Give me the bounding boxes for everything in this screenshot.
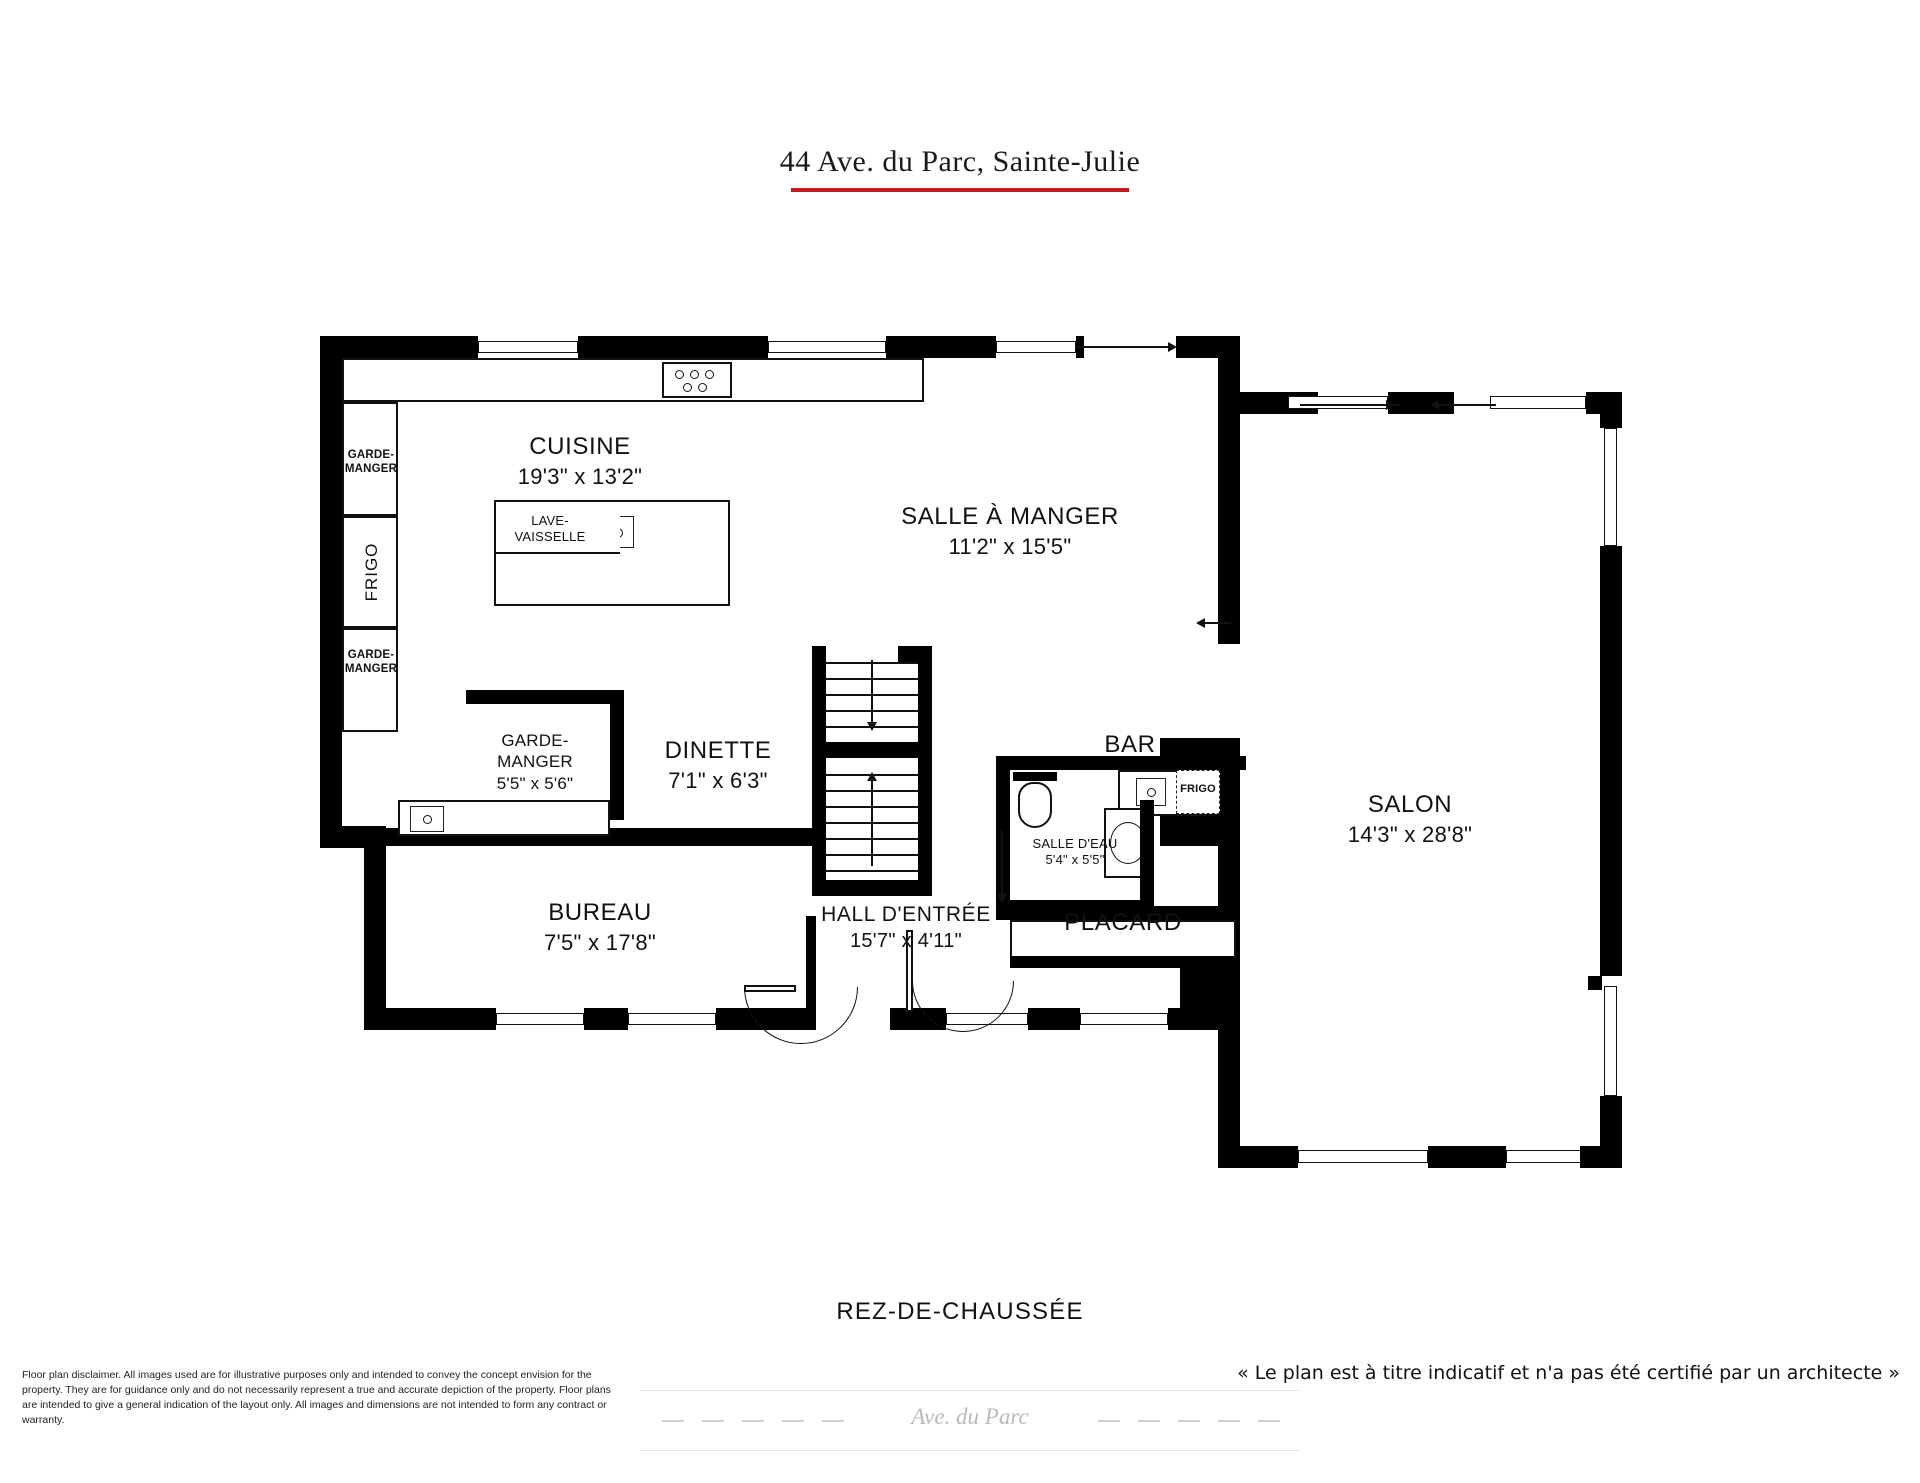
stair-direction-down-arrow	[867, 722, 877, 731]
window-bottom-4	[1080, 1013, 1168, 1025]
wall-bottom-2	[584, 1008, 628, 1030]
wall-salon-bottom-2	[1428, 1146, 1506, 1168]
garde-manger-bottom-unit	[342, 628, 398, 732]
label-dims: 5'5" x 5'6"	[496, 773, 574, 793]
label-line-2: VAISSELLE	[514, 529, 586, 545]
toilet-bowl	[1018, 782, 1052, 828]
label-line-2: MANGER	[344, 463, 398, 476]
window-dining-jog	[1288, 396, 1388, 409]
pantry-sink-drain	[423, 815, 432, 824]
page-title: 44 Ave. du Parc, Sainte-Julie	[779, 145, 1141, 178]
room-name: SALLE À MANGER	[901, 503, 1119, 530]
wall-bottom-5	[1028, 1008, 1080, 1030]
stove-burner-1	[675, 370, 684, 379]
wall-left-lower	[364, 826, 386, 1030]
floor-caption: REZ-DE-CHAUSSÉE	[836, 1298, 1084, 1325]
room-label-salle-a-manger	[800, 502, 1220, 561]
room-dims: 7'1" x 6'3"	[668, 767, 768, 793]
opening-arrow-head-1	[1168, 342, 1177, 352]
opening-arrow-line-1	[1076, 346, 1174, 348]
room-name: DINETTE	[664, 737, 772, 764]
wall-left-exterior	[320, 336, 342, 848]
label-line-1: LAVE-	[531, 513, 569, 528]
label-dims: 5'4" x 5'5"	[1045, 852, 1105, 868]
wall-dining-jog-2	[1388, 392, 1454, 414]
street-rule-top	[640, 1390, 1300, 1391]
window-salon-bottom-1	[1298, 1150, 1428, 1163]
room-label-hall-entree	[766, 902, 1046, 954]
room-label-placard	[1020, 908, 1226, 939]
wall-salon-right-1	[1600, 392, 1622, 428]
label-line-1: SALLE D'EAU	[1032, 836, 1118, 851]
stair-bottom-wall	[812, 880, 932, 896]
room-name: BAR	[1104, 731, 1156, 758]
wall-salon-right-notch	[1588, 976, 1602, 990]
room-dims: 14'3" x 28'8"	[1347, 821, 1473, 847]
window-salon-top	[1490, 396, 1586, 409]
window-top-2	[768, 341, 886, 353]
window-bottom-2	[628, 1013, 716, 1025]
wall-hall-right-lower	[1218, 966, 1240, 1018]
window-top-3	[996, 341, 1076, 353]
disclaimer-text: Floor plan disclaimer. All images used are for illustrative purposes only and intended to convey the concept envision for the property. They are for guidance only and do not necessarily represent a true and accurate depiction of the property. Floor plans are intended to give a general indication of the layout only. All images and dimensions are not intended to form any contract or warranty.	[22, 1369, 611, 1426]
room-dims: 11'2" x 15'5"	[948, 533, 1072, 559]
wall-salon-left-upper	[1218, 414, 1240, 644]
kitchen-counter-top	[342, 358, 924, 402]
stove-burner-2	[690, 370, 699, 379]
label-frigo: FRIGO	[362, 542, 381, 602]
label-line-1: GARDE-	[501, 731, 569, 750]
room-label-salon	[1240, 790, 1580, 849]
stair-direction-up-line	[871, 780, 873, 866]
window-bottom-1	[496, 1013, 584, 1025]
label-line-1: GARDE-	[347, 449, 395, 461]
label-garde-manger-island	[455, 730, 615, 794]
wall-salon-bottom-3	[1580, 1146, 1622, 1168]
label-line-2: MANGER	[497, 752, 573, 772]
label-lave-vaisselle	[500, 513, 600, 546]
wall-top-2	[578, 336, 768, 358]
window-salon-right-1	[1604, 428, 1617, 546]
room-name: BUREAU	[548, 899, 652, 926]
label-salle-eau	[1000, 836, 1150, 869]
room-name: SALON	[1367, 791, 1453, 818]
window-top-1	[478, 341, 578, 353]
room-label-bureau	[450, 898, 750, 957]
street-rule-bottom	[640, 1450, 1300, 1451]
opening-arrow-line-2	[1300, 404, 1400, 406]
opening-arrow-head-2a	[1386, 400, 1395, 410]
label-line-1: GARDE-	[347, 649, 395, 661]
stair-landing-top	[898, 646, 932, 662]
opening-arrow-line-3	[1205, 622, 1231, 624]
label-garde-manger-bottom	[342, 648, 400, 677]
stove	[662, 362, 732, 398]
label-line-2: MANGER	[344, 663, 398, 676]
label-frigo-bar: FRIGO	[1180, 783, 1216, 795]
stair-direction-up-arrow	[867, 772, 877, 781]
room-dims: 7'5" x 17'8"	[543, 929, 657, 955]
room-label-dinette	[608, 736, 828, 795]
wall-top-3	[886, 336, 996, 358]
opening-arrow-head-3	[1196, 618, 1205, 628]
wall-bottom-1	[364, 1008, 496, 1030]
stair-midwall	[812, 742, 932, 758]
wall-salon-right-2	[1600, 546, 1622, 976]
room-dims: 19'3" x 13'2"	[517, 463, 643, 489]
wall-top-left	[320, 336, 478, 358]
stove-burner-3	[705, 370, 714, 379]
stair-direction-down-line	[871, 660, 873, 724]
room-dims: 15'7" x 4'11"	[849, 929, 963, 952]
room-name: PLACARD	[1064, 909, 1182, 936]
room-name: CUISINE	[529, 433, 631, 460]
room-name: HALL D'ENTRÉE	[821, 903, 991, 926]
stair-wall-right	[918, 646, 932, 896]
stair-step	[826, 870, 918, 872]
window-salon-right-2	[1604, 986, 1617, 1096]
architect-note: « Le plan est à titre indicatif et n'a pas été certifié par un architecte »	[1237, 1362, 1900, 1384]
stove-burner-4	[683, 383, 692, 392]
street-band	[640, 1388, 1300, 1452]
stove-burner-5	[698, 383, 707, 392]
label-garde-manger-top	[342, 448, 400, 477]
room-label-cuisine	[430, 432, 730, 491]
pantry-wall-top	[466, 690, 624, 704]
toilet-tank	[1013, 772, 1057, 781]
street-name: Ave. du Parc	[911, 1404, 1029, 1429]
room-label-bar	[1070, 730, 1190, 761]
opening-arrow-line-2b	[1438, 404, 1496, 406]
